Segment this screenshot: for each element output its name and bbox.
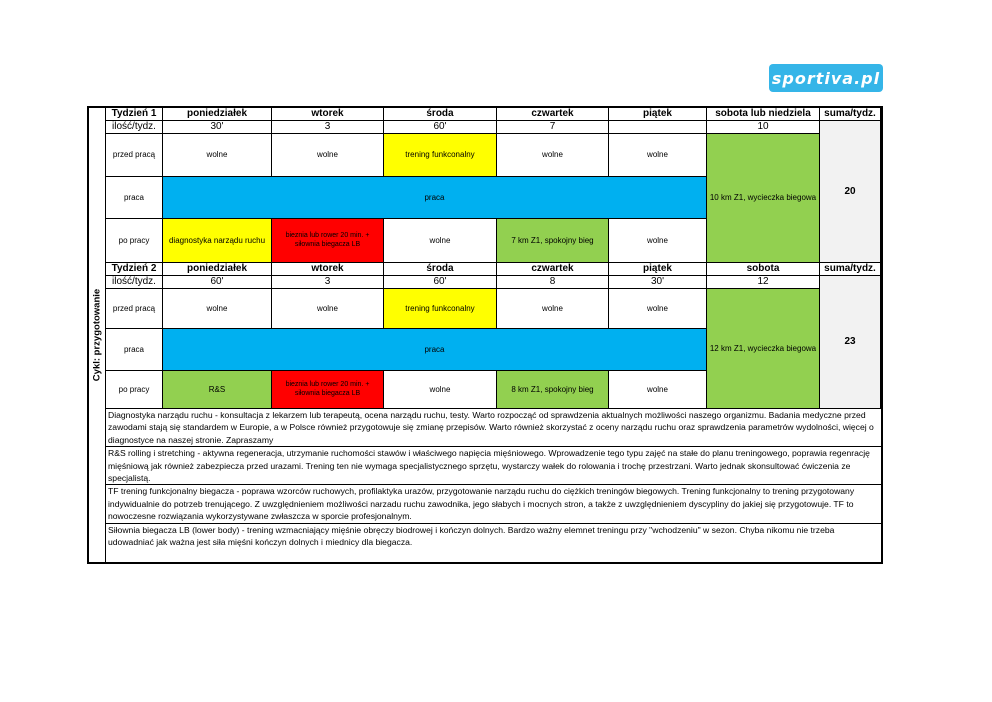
note-diagnostics: Diagnostyka narządu ruchu - konsultacja z lekarzem lub terapeutą, ocena narządu ruchu, testy. Warto rozpocząć od sprawdzenia aktualnych możliwości naszego organizmu. Badania medyczne przed zawodami stają się standardem w Europie, a w Polsce również przygotowuje się zmianę przepisów. Warto również skorzystać z oceny narządu ruchu oraz sprawdzenia parametrów wydolności, więcej o diagnostyce na naszej stronie. Zapraszamy: [106, 409, 881, 447]
sum-header: suma/tydz.: [820, 108, 881, 121]
qty-value: 7: [497, 121, 609, 134]
qty-value: 30': [609, 276, 707, 289]
note-rolling-stretching: R&S rolling i stretching - aktywna regeneracja, utrzymanie ruchomości stawów i właściwego napięcia mięśniowego. Wprowadzenie tego typu zajęć na stałe do planu treningowego, poprawia regenrację mięśniową jak również zabezpiecza przed urazami. Trening ten nie wymaga specjalistycznego sprzętu, wystarczy wałek do rolowania i trochę przestrzani. Warto jednak skonsultować ćwiczenia ze specjalistą.: [106, 447, 881, 485]
activity-cell: wolne: [497, 134, 609, 177]
qty-value: 3: [272, 276, 384, 289]
qty-label: ilość/tydz.: [106, 276, 163, 289]
activity-cell: wolne: [497, 289, 609, 329]
activity-cell-functional: trening funkconalny: [384, 134, 497, 177]
activity-cell: wolne: [609, 289, 707, 329]
qty-value: [609, 121, 707, 134]
row-label-before-work: przed pracą: [106, 134, 163, 177]
activity-cell-diagnostics: diagnostyka narządu ruchu: [163, 219, 272, 263]
activity-cell: wolne: [272, 289, 384, 329]
row-label-before-work: przed pracą: [106, 289, 163, 329]
qty-value: 60': [163, 276, 272, 289]
activity-cell-run: 7 km Z1, spokojny bieg: [497, 219, 609, 263]
day-header: wtorek: [272, 108, 384, 121]
activity-cell: wolne: [384, 219, 497, 263]
activity-cell-gym: bieznia lub rower 20 min. + siłownia biegacza LB: [272, 371, 384, 409]
weekly-sum: 23: [820, 276, 881, 409]
sportiva-logo: [769, 64, 883, 92]
day-header: środa: [384, 263, 497, 276]
activity-cell: wolne: [384, 371, 497, 409]
day-header: piątek: [609, 263, 707, 276]
day-header: czwartek: [497, 108, 609, 121]
day-header: wtorek: [272, 263, 384, 276]
qty-value: 60': [384, 121, 497, 134]
work-span-cell: praca: [163, 329, 707, 371]
sum-header: suma/tydz.: [820, 263, 881, 276]
activity-cell: wolne: [163, 289, 272, 329]
row-label-after-work: po pracy: [106, 371, 163, 409]
day-header: poniedziałek: [163, 263, 272, 276]
activity-cell-rs: R&S: [163, 371, 272, 409]
qty-value: 10: [707, 121, 820, 134]
week-title: Tydzień 2: [106, 263, 163, 276]
activity-cell: wolne: [609, 371, 707, 409]
notes-section: [106, 409, 881, 548]
qty-value: 3: [272, 121, 384, 134]
day-header: sobota lub niedziela: [707, 108, 820, 121]
day-header: czwartek: [497, 263, 609, 276]
qty-value: 8: [497, 276, 609, 289]
logo-text: sportiva.pl: [771, 68, 881, 88]
note-functional-training: TF trening funkcjonalny biegacza - poprawa wzorców ruchowych, profilaktyka urazów, przygotowanie narządu ruchu do ciężkich treningów biegowych. Trening funkcjonalny to trening przygotowany indywidualnie do potrzeb trenującego. Z uwzględnieniem możliwości narzadu ruchu zawodnika, jego słabych i mocnych stron, a także z uwzględnieniem dyscypliny do jakiej się przygotowuje. TF to nowoczesne rozwiązania wykorzystywane zwłaszcza w sporcie profesjonalnym.: [106, 485, 881, 523]
day-header: sobota: [707, 263, 820, 276]
activity-cell-run: 8 km Z1, spokojny bieg: [497, 371, 609, 409]
qty-label: ilość/tydz.: [106, 121, 163, 134]
day-header: środa: [384, 108, 497, 121]
activity-cell: wolne: [609, 134, 707, 177]
weekend-cell: 10 km Z1, wycieczka biegowa: [707, 134, 820, 263]
work-span-cell: praca: [163, 177, 707, 219]
activity-cell: wolne: [163, 134, 272, 177]
day-header: poniedziałek: [163, 108, 272, 121]
activity-cell-gym: bieznia lub rower 20 min. + siłownia biegacza LB: [272, 219, 384, 263]
activity-cell: wolne: [272, 134, 384, 177]
training-plan-table: [87, 106, 883, 564]
week-title: Tydzień 1: [106, 108, 163, 121]
row-label-work: praca: [106, 177, 163, 219]
qty-value: 30': [163, 121, 272, 134]
weekend-cell: 12 km Z1, wycieczka biegowa: [707, 289, 820, 409]
day-header: piątek: [609, 108, 707, 121]
cycle-side-label: Cykl: przygotowanie: [89, 108, 106, 562]
weekly-sum: 20: [820, 121, 881, 263]
row-label-after-work: po pracy: [106, 219, 163, 263]
qty-value: 12: [707, 276, 820, 289]
row-label-work: praca: [106, 329, 163, 371]
note-runner-gym: Siłownia biegacza LB (lower body) - trening wzmacniający mięśnie obręczy biodrowej i kończyn dolnych. Bardzo ważny elemnet treningu przy "wchodzeniu" w sezon. Chyba nikomu nie trzeba udowadniać jak ważna jest siła mięśni kończyn dolnych i miednicy dla biegacza.: [108, 524, 835, 548]
qty-value: 60': [384, 276, 497, 289]
activity-cell-functional: trening funkconalny: [384, 289, 497, 329]
activity-cell: wolne: [609, 219, 707, 263]
